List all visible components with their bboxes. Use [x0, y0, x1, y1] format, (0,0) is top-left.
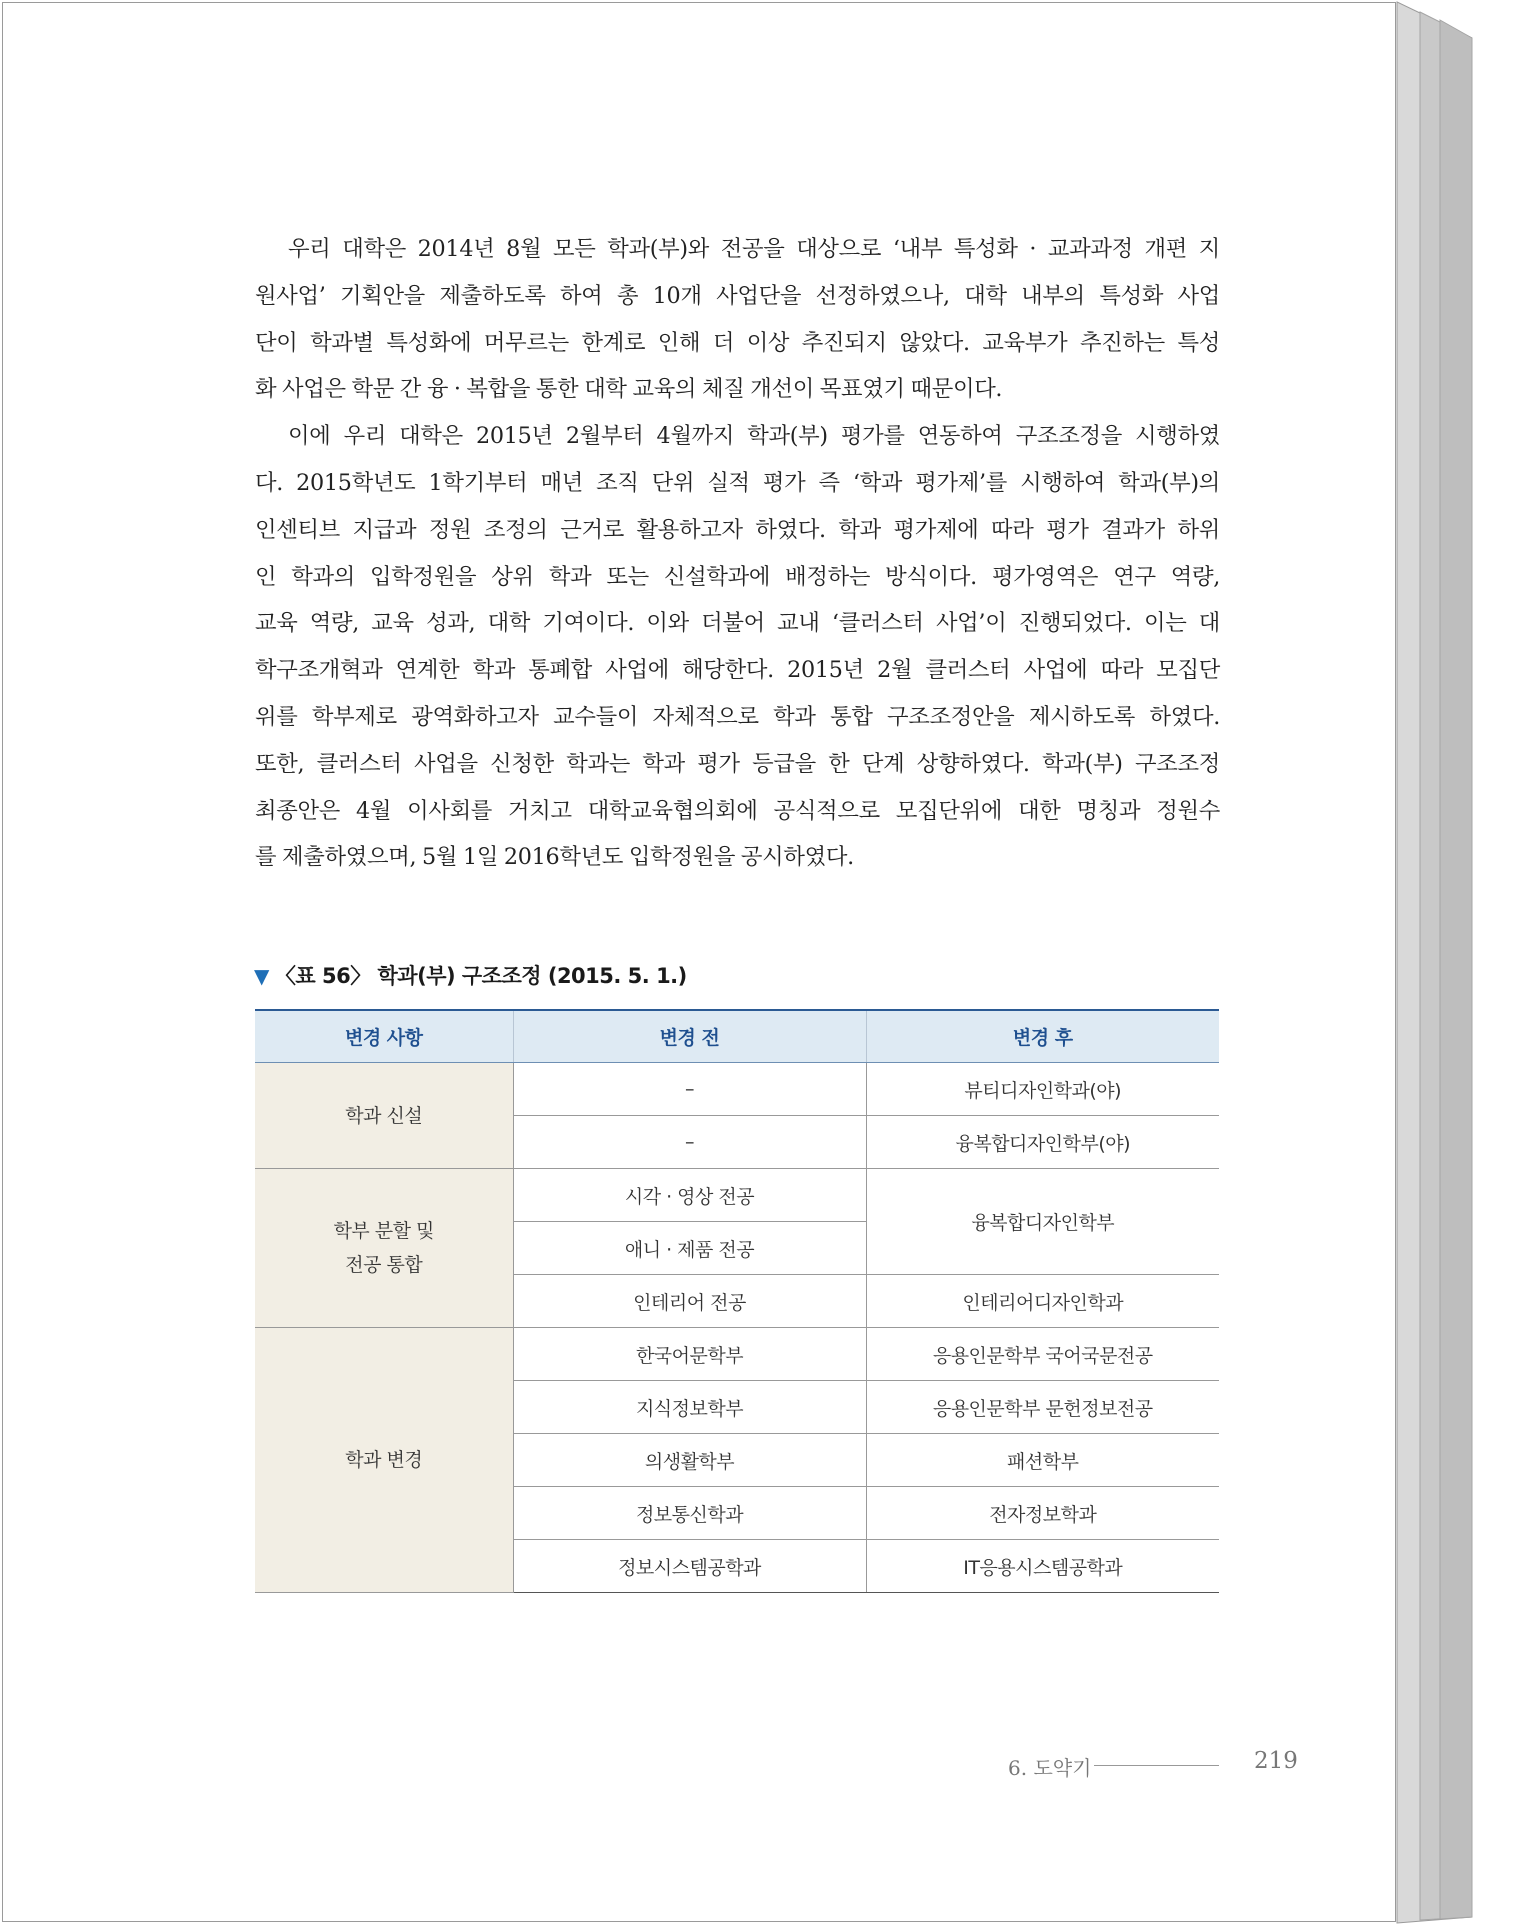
- cell-after: 응용인문학부 문헌정보전공: [866, 1381, 1219, 1434]
- cell-before: 정보시스템공학과: [513, 1540, 866, 1593]
- paragraph-1-line-1: 우리 대학은 2014년 8월 모든 학과(부)와 전공을 대상으로 ‘내부 특성화 · 교과과정 개편 지: [288, 236, 1220, 262]
- footer-section-title: 6. 도약기: [1008, 1756, 1092, 1780]
- cell-after: 융복합디자인학부(야): [866, 1116, 1219, 1169]
- cell-before: 지식정보학부: [513, 1381, 866, 1434]
- paragraph-1-line-2: 원사업’ 기획안을 제출하도록 하여 총 10개 사업단을 선정하였으나, 대학 내부의 특성화 사업: [255, 282, 1220, 309]
- cell-before: –: [513, 1116, 866, 1169]
- cell-after: 전자정보학과: [866, 1487, 1219, 1540]
- table-row: [255, 1328, 1219, 1381]
- cell-before: 인테리어 전공: [513, 1275, 866, 1328]
- restructuring-table: [255, 1009, 1219, 1593]
- paragraph-2-line-10: 를 제출하였으며, 5월 1일 2016학년도 입학정원을 공시하였다.: [255, 844, 854, 871]
- category-rename: 학과 변경: [255, 1328, 513, 1593]
- category-split-merge: [255, 1169, 513, 1328]
- category-split-merge-line-2: 전공 통합: [345, 1254, 423, 1276]
- category-split-merge-line-1: 학부 분할 및: [333, 1220, 434, 1242]
- cell-before: 정보통신학과: [513, 1487, 866, 1540]
- category-new-dept: 학과 신설: [255, 1063, 513, 1169]
- table-row: [255, 1169, 1219, 1222]
- table-header-row: [255, 1010, 1219, 1063]
- paragraph-2-line-8: 또한, 클러스터 사업을 신청한 학과는 학과 평가 등급을 한 단계 상향하였다. 학과(부) 구조조정: [255, 750, 1220, 777]
- page-number: 219: [1254, 1748, 1298, 1774]
- paragraph-1-line-3: 단이 학과별 특성화에 머무르는 한계로 인해 더 이상 추진되지 않았다. 교육부가 추진하는 특성: [255, 329, 1220, 356]
- table-title-text: 〈표 56〉 학과(부) 구조조정 (2015. 5. 1.): [274, 964, 687, 988]
- header-change-type: 변경 사항: [255, 1010, 513, 1063]
- cell-before: –: [513, 1063, 866, 1116]
- triangle-down-icon: ▼: [254, 964, 269, 988]
- cell-after: 패션학부: [866, 1434, 1219, 1487]
- cell-after: 응용인문학부 국어국문전공: [866, 1328, 1219, 1381]
- paragraph-2-line-6: 학구조개혁과 연계한 학과 통폐합 사업에 해당한다. 2015년 2월 클러스터 사업에 따라 모집단: [255, 657, 1220, 684]
- table-row: [255, 1063, 1219, 1116]
- cell-before: 시각 · 영상 전공: [513, 1169, 866, 1222]
- paragraph-2-line-5: 교육 역량, 교육 성과, 대학 기여이다. 이와 더불어 교내 ‘클러스터 사업’이 진행되었다. 이는 대: [255, 610, 1220, 637]
- paragraph-2-line-3: 인센티브 지급과 정원 조정의 근거로 활용하고자 하였다. 학과 평가제에 따라 평가 결과가 하위: [255, 516, 1220, 543]
- header-after: 변경 후: [866, 1010, 1219, 1063]
- footer-divider: [1094, 1765, 1219, 1766]
- cell-after: 인테리어디자인학과: [866, 1275, 1219, 1328]
- paragraph-1-line-4: 화 사업은 학문 간 융 · 복합을 통한 대학 교육의 체질 개선이 목표였기 때문이다.: [255, 376, 1003, 403]
- cell-before: 한국어문학부: [513, 1328, 866, 1381]
- cell-after: IT응용시스템공학과: [866, 1540, 1219, 1593]
- paragraph-2-line-1: 이에 우리 대학은 2015년 2월부터 4월까지 학과(부) 평가를 연동하여 구조조정을 시행하였: [288, 423, 1220, 450]
- paragraph-2-line-2: 다. 2015학년도 1학기부터 매년 조직 단위 실적 평가 즉 ‘학과 평가제’를 시행하여 학과(부)의: [255, 469, 1220, 496]
- paragraph-2-line-9: 최종안은 4월 이사회를 거치고 대학교육협의회에 공식적으로 모집단위에 대한 명칭과 정원수: [255, 797, 1220, 824]
- body-text: [255, 226, 1220, 881]
- cell-before: 애니 · 제품 전공: [513, 1222, 866, 1275]
- header-before: 변경 전: [513, 1010, 866, 1063]
- cell-after: 뷰티디자인학과(야): [866, 1063, 1219, 1116]
- paragraph-2-line-4: 인 학과의 입학정원을 상위 학과 또는 신설학과에 배정하는 방식이다. 평가영역은 연구 역량,: [255, 563, 1220, 590]
- cell-after: 융복합디자인학부: [866, 1169, 1219, 1275]
- cell-before: 의생활학부: [513, 1434, 866, 1487]
- paragraph-2-line-7: 위를 학부제로 광역화하고자 교수들이 자체적으로 학과 통합 구조조정안을 제시하도록 하였다.: [255, 703, 1220, 730]
- table-title: [254, 960, 687, 990]
